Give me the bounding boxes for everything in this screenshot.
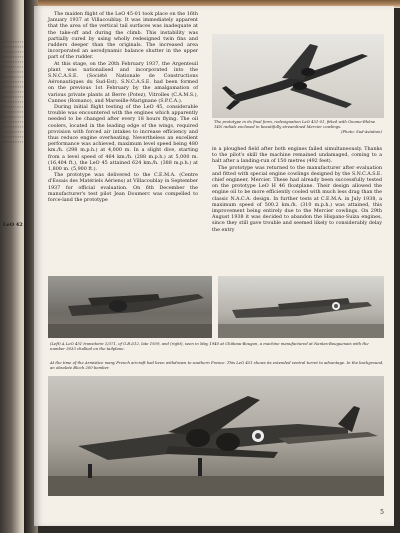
page-number: 5 xyxy=(380,509,384,516)
photo-leo-451-armistice xyxy=(48,376,384,496)
photo-credit: (Photo: Sud-Aviation) xyxy=(341,128,382,134)
paragraph: The prototype was delivered to the C.E.M.A. (Centre d'Essais des Matériels Aériens) at Villacoublay in September 1937 for official evaluation. On 6th December the manufacturer's test pilot Jean Doumerc was compelled to force-land the prototype xyxy=(48,172,198,204)
paragraph: During initial flight testing of the LeO 45, considerable trouble was encountered with the engines which apparently needed to be changed after every 18 hours flying. The oil coolers, located in the leading edge of the wings, required provision with forced air intakes to increase efficiency and thus reduce engine overheating. Nevertheless an excellent performance was achieved, maximum level speed being 480 km./h. (298 m.p.h.) at 4,000 m. In a slight dive, starting from a level speed of 464 km./h. (288 m.p.h.) at 5,000 m. (16,404 ft.), the LeO 45 attained 624 km./h. (388 m.p.h.) at 1,800 m. (5,900 ft.). xyxy=(48,104,198,173)
photo-leo-451-left xyxy=(48,276,212,338)
previous-page-heading: LeO 42 xyxy=(3,222,23,228)
paragraph: The prototype was returned to the manufacturer after evaluation and fitted with special engine cowlings designed by the S.N.C.A.S.E. chief engineer, Mercier. These had already been successfully tested on the prototype LeO H 46 floatplane. Their design allowed the engine oil to be more efficiently cooled with much less drag than the classic N.A.C.A. design. In further tests at C.E.M.A. in July 1938, a maximum speed of 500.2 km./h. (310 m.p.h.) was attained, this improvement being entirely due to the Mercier cowlings. On 29th August 1938 it was decided to abandon the Hispano-Suiza engines, since they still gave trouble and seemed likely to considerably delay the entry xyxy=(212,164,382,233)
right-text-column xyxy=(212,146,382,233)
paragraph: in a ploughed field after both engines failed simultaneously. Thanks to the pilot's skill the machine remained undamaged, coming to a halt after a landing-run of 150 metres (492 feet). xyxy=(212,146,382,165)
left-text-column xyxy=(48,11,198,203)
caption-top-right: The prototype in its final form, redesignation LeO 451-01, fitted with Gnome-Rhône 14N radials enclosed in beautifully streamlined Mercier cowlings. (Photo: Sud-Aviation) xyxy=(214,119,382,134)
paragraph: The maiden flight of the LeO 45-01 took place on the 16th January 1937 at Villacoublay. It was immediately apparent that the area of the vertical tail surfaces was inadequate at the take-off and during the climb. This instability was partially cured by using wholly redesigned twin fins and rudders deeper than the originals. The increased area incorporated an aerodynamic balance shutter in the upper part of the rudder. xyxy=(48,11,198,61)
caption-middle: (Left) A LeO 451 transitoire 1/371, of G.B.I/12, late 1939, and (right), seen in May 1940 at Château-Bougon, a machine manufactured at Nantes-Bouguenais with the number 3033 chalked on the tailplane. xyxy=(50,341,369,351)
book-page xyxy=(34,6,394,526)
previous-page-text: •••••••••••••••••••••••••••••••••••••••••••••••••••••••••••••••••••••••••••••••••••••••••••••••••••••••••••••••••••••••••••••••••••••••••••••••••••••••••••••••••••••••••••••••••••••••••••••••••••••••••••••••••••••••••••••••••••••••••••••••••••••••••••• xyxy=(2,40,24,144)
photo-prototype-in-flight xyxy=(212,34,384,118)
caption-bottom: At the time of the Armistice many French aircraft had been withdrawn to southern France. This LeO 451 shows its extended ventral turret to advantage. In the background, an obsolete Bloch 200 bomber. xyxy=(50,360,384,370)
paragraph: At this stage, on the 20th February 1937, the Argenteuil plant was nationalised and incorporated into the S.N.C.A.S.E. (Société Nationale de Constructions Aéronautiques du Sud-Est). S.N.C.A.S.E. had been formed on the previous 1st February by the amalgamation of various private plants at Berre (Potez), Vitrolles (C.A.M.S.), Cannes (Romano), and Marseille-Marignane (S.P.C.A.). xyxy=(48,60,198,104)
photo-leo-451-right xyxy=(218,276,384,338)
